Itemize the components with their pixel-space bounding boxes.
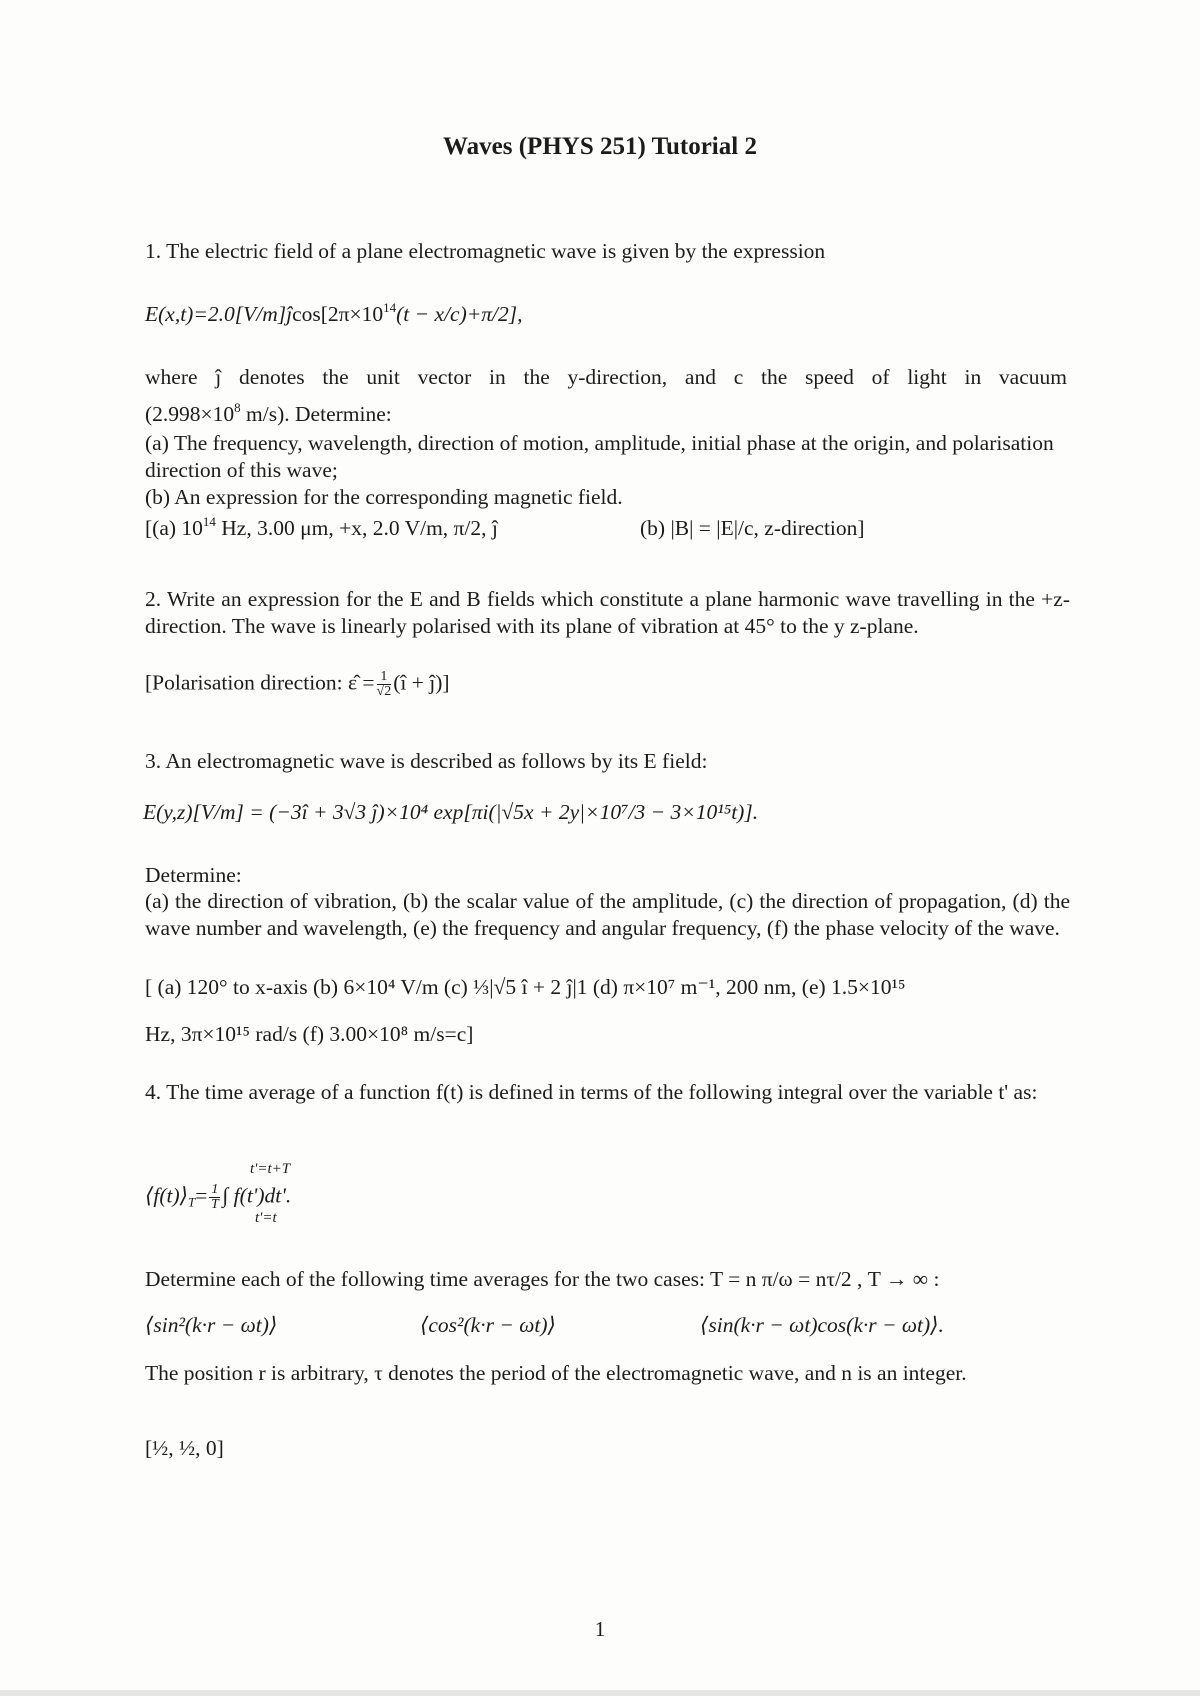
- page-title: Waves (PHYS 251) Tutorial 2: [443, 133, 757, 160]
- q4-average-equation: $⟨f(t)⟩_T=$ $\frac{1}{T}$ ∫ f(t')dt'.: [145, 1182, 292, 1212]
- page-number: 1: [594, 1617, 606, 1641]
- q1-intro: 1. The electric field of a plane electromagnetic wave is given by the expression: [145, 239, 826, 263]
- q4-expr-cos2: ⟨cos²(k·r − ωt)⟩: [420, 1313, 556, 1337]
- q4-upper-limit: t'=t+T: [250, 1161, 291, 1177]
- q4-intro: 4. The time average of a function f(t) is defined in terms of the following integral over the variable t' as:: [145, 1080, 1038, 1104]
- q1-part-a: (a) The frequency, wavelength, direction of motion, amplitude, initial phase at the origin, and polarisation direction of this wave;: [145, 431, 1054, 482]
- q1-answer-a: [(a) $10^{14}$ Hz, 3.00 μm, +x, 2.0 V/m, π/2, ĵ: [145, 514, 498, 540]
- q4-lower-limit: t'=t: [255, 1210, 277, 1226]
- q3-answer-line2: Hz, 3π×10¹⁵ rad/s (f) 3.00×10⁸ m/s=c]: [145, 1022, 474, 1046]
- q3-answer-line1: [ (a) 120° to x-axis (b) 6×10⁴ V/m (c) ⅓|√5 î + 2 ĵ|1 (d) π×10⁷ m⁻¹, 200 nm, (e) 1.5×10¹⁵: [145, 975, 906, 999]
- q3-parts: (a) the direction of vibration, (b) the scalar value of the amplitude, (c) the direction of propagation, (d) the wave number and wavelength, (e) the frequency and angular frequency, (f) the phase velocity of the wave.: [145, 889, 1070, 940]
- q3-equation: E(y,z)[V/m] = (−3î + 3√3 ĵ)×10⁴ exp[πi(|√5x + 2y|×10⁷/3 − 3×10¹⁵t)].: [143, 800, 759, 824]
- q3-determine: Determine:: [145, 863, 242, 887]
- q1-where-line: where ĵ denotes the unit vector in the y-direction, and c the speed of light in vacuum: [145, 365, 1067, 389]
- q1-part-b: (b) An expression for the corresponding magnetic field.: [145, 485, 623, 509]
- q1-answer-b: (b) |B| = |E|/c, z-direction]: [640, 516, 865, 540]
- q4-expr-sincos: ⟨sin(k·r − ωt)cos(k·r − ωt)⟩.: [700, 1313, 944, 1337]
- scan-edge: [0, 1690, 1200, 1696]
- q3-intro: 3. An electromagnetic wave is described as follows by its E field:: [145, 749, 708, 773]
- q4-cases: Determine each of the following time averages for the two cases: T = n π/ω = nτ/2 , T → ∞ :: [145, 1267, 940, 1291]
- q1-equation: $E(x,t)=2.0[V/m]ĵ\cos[2\pi\times 10^{14}(t - x/c)+\pi/2]$,: [145, 300, 523, 326]
- q1-speed-line: ($2.998\times 10^8$ m/s). Determine:: [145, 400, 392, 426]
- q2-text: 2. Write an expression for the E and B fields which constitute a plane harmonic wave travelling in the +z-direction. The wave is linearly polarised with its plane of vibration at 45° to the y z-plane.: [145, 587, 1070, 638]
- q4-answer: [½, ½, 0]: [145, 1436, 224, 1460]
- q4-note: The position r is arbitrary, τ denotes the period of the electromagnetic wave, and n is an integer.: [145, 1361, 967, 1385]
- q4-expr-sin2: ⟨sin²(k·r − ωt)⟩: [145, 1313, 278, 1337]
- q2-answer: [Polarisation direction: ε̂ = $\frac{1}{√2}$ (î + ĵ)]: [145, 669, 450, 699]
